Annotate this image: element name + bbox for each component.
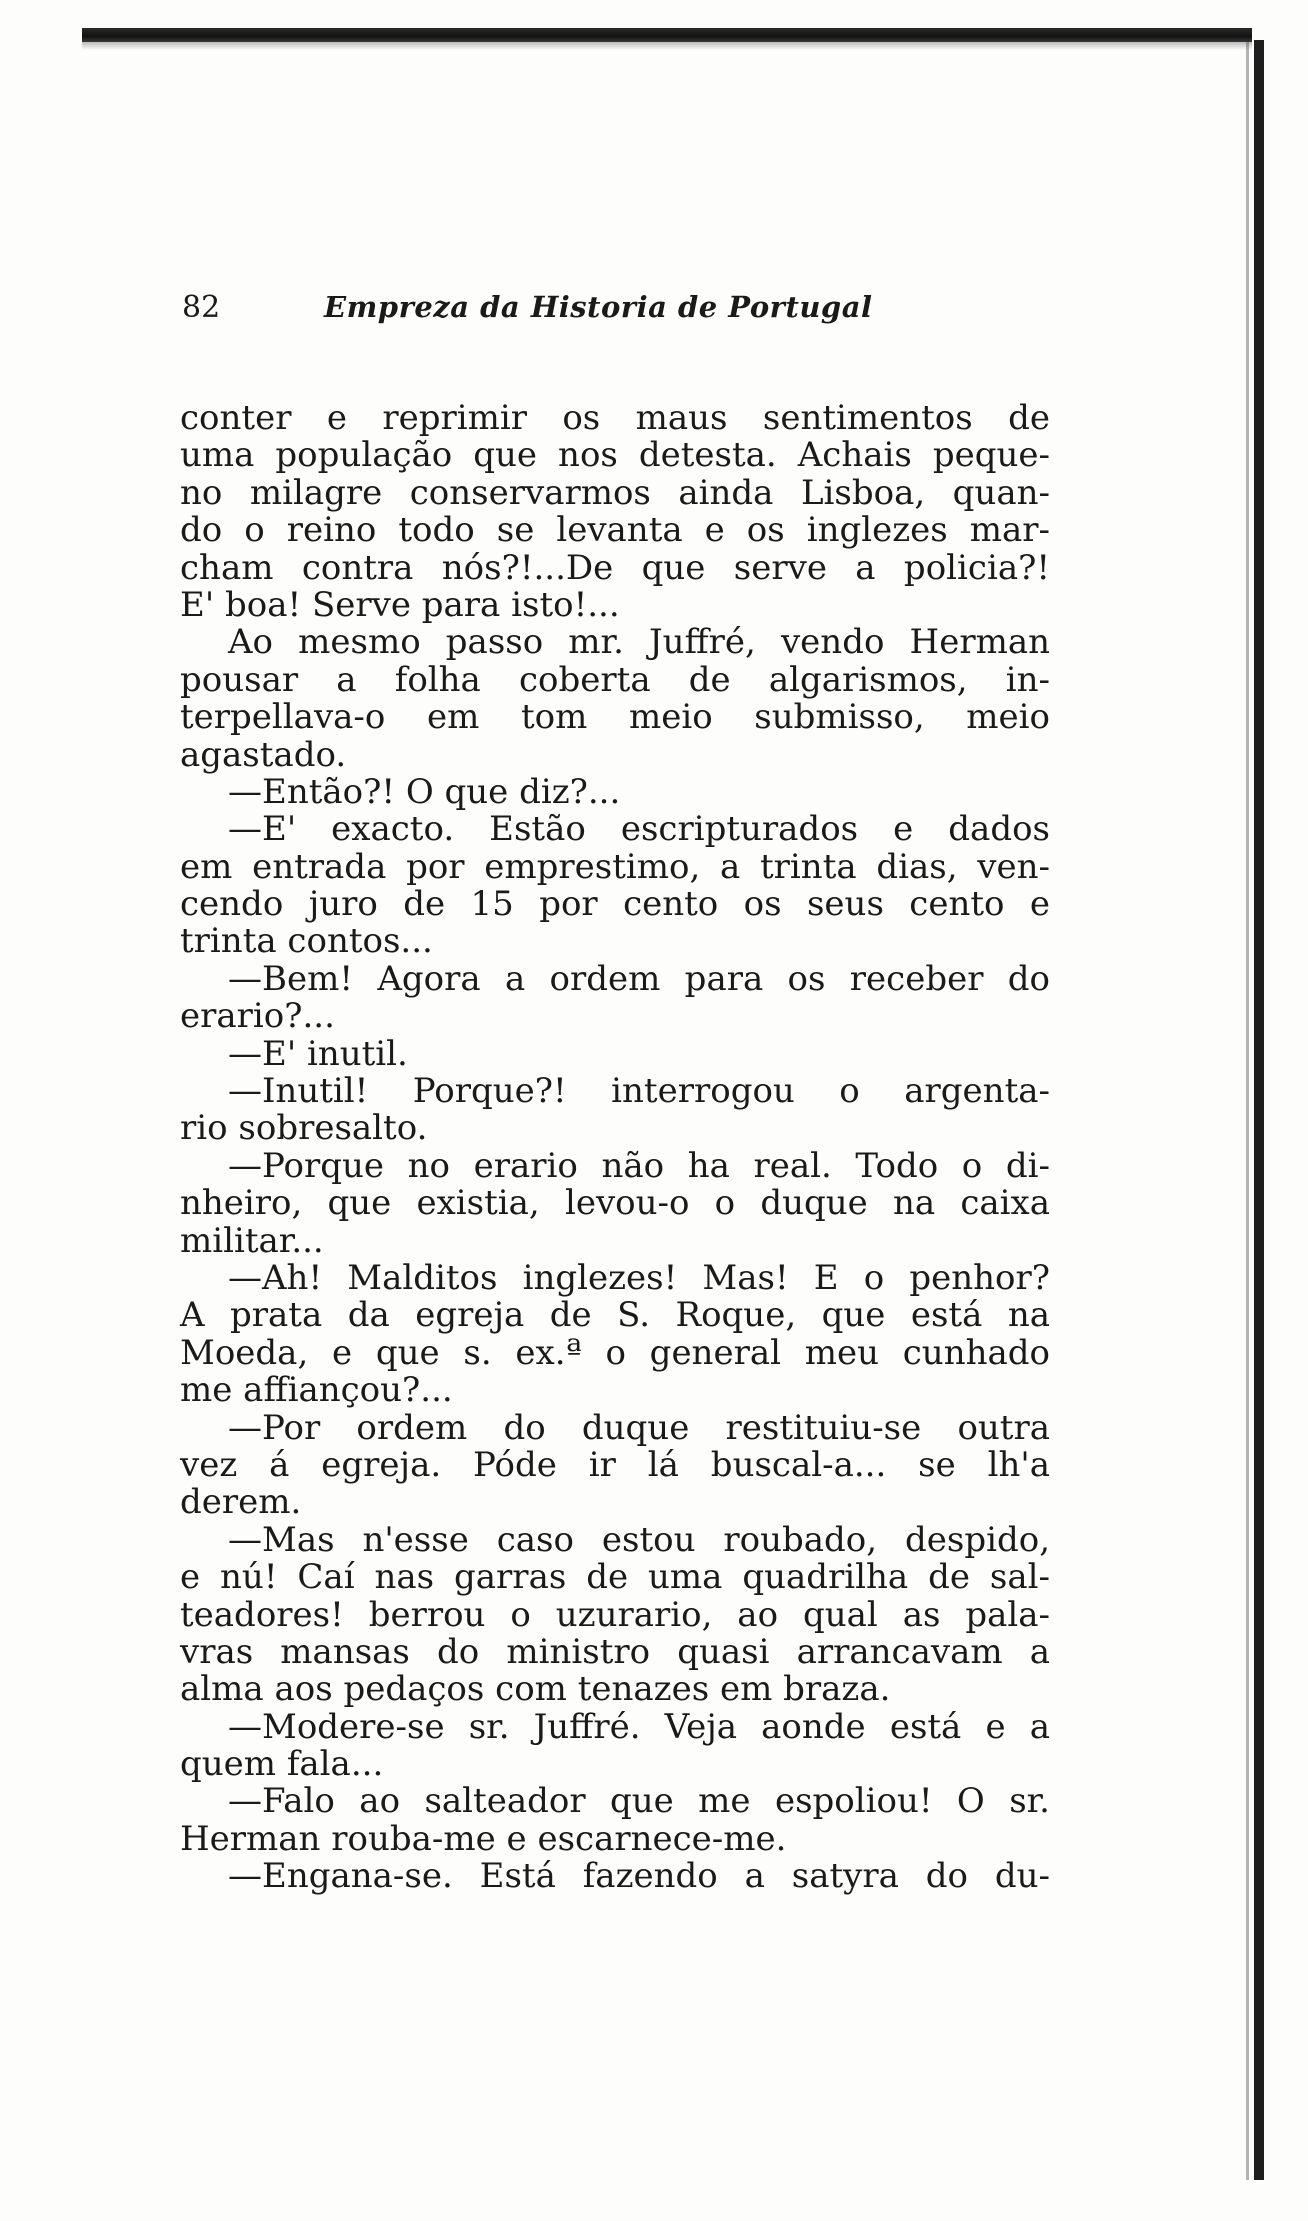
text-line: E' boa! Serve para isto!... <box>180 584 620 625</box>
text-line: —Então?! O que diz?... <box>228 771 621 812</box>
text-line: do o reino todo se levanta e os inglezes mar- <box>180 510 1050 551</box>
text-line: A prata da egreja de S. Roque, que está na <box>180 1295 1050 1336</box>
text-line: Ao mesmo passo mr. Juffré, vendo Herman <box>228 622 1050 663</box>
text-line: teadores! berrou o uzurario, ao qual as pala- <box>180 1594 1050 1635</box>
text-line: Moeda, e que s. ex.ª o general meu cunhado <box>180 1332 1050 1373</box>
text-line: —Porque no erario não ha real. Todo o di- <box>228 1145 1050 1186</box>
text-line: vras mansas do ministro quasi arrancavam a <box>180 1631 1050 1672</box>
running-head: Empreza da Historia de Portugal <box>324 290 873 324</box>
text-line: —Bem! Agora a ordem para os receber do <box>228 958 1050 999</box>
text-line: —Modere-se sr. Juffré. Veja aonde está e a <box>228 1706 1050 1747</box>
text-line: —E' exacto. Estão escripturados e dados <box>228 809 1050 850</box>
text-line: —Mas n'esse caso estou roubado, despido, <box>228 1519 1050 1560</box>
text-line: —Por ordem do duque restituiu-se outra <box>228 1407 1050 1448</box>
text-line: —Ah! Malditos inglezes! Mas! E o penhor? <box>228 1257 1050 1298</box>
text-line: conter e reprimir os maus sentimentos de <box>180 398 1050 438</box>
text-line: cham contra nós?!...De que serve a policia?! <box>180 547 1050 588</box>
text-line: trinta contos... <box>180 921 433 962</box>
right-page-edge-shadow <box>1246 40 1249 2180</box>
text-line: —E' inutil. <box>228 1033 408 1074</box>
page-number: 82 <box>182 290 221 325</box>
text-line: uma população que nos detesta. Achais peque- <box>180 435 1050 476</box>
text-line: pousar a folha coberta de algarismos, in- <box>180 659 1050 700</box>
text-line: cendo juro de 15 por cento os seus cento e <box>180 884 1050 925</box>
text-line: erario?... <box>180 996 335 1037</box>
text-line: militar... <box>180 1220 324 1261</box>
top-border-rule <box>82 28 1252 42</box>
text-line: rio sobresalto. <box>180 1108 428 1149</box>
text-line: —Engana-se. Está fazendo a satyra do du- <box>228 1856 1050 1897</box>
text-line: vez á egreja. Póde ir lá buscal-a... se lh'a <box>180 1444 1050 1485</box>
right-page-edge <box>1254 40 1264 2180</box>
text-line: —Inutil! Porque?! interrogou o argenta- <box>228 1071 1050 1112</box>
text-line: me affiançou?... <box>180 1370 453 1411</box>
page-header <box>182 290 1042 340</box>
text-line: agastado. <box>180 734 347 775</box>
text-line: Herman rouba-me e escarnece-me. <box>180 1818 787 1859</box>
top-border-shadow <box>82 42 1252 50</box>
text-line: —Falo ao salteador que me espoliou! O sr. <box>228 1781 1050 1822</box>
text-line: nheiro, que existia, levou-o o duque na caixa <box>180 1183 1050 1224</box>
text-line: derem. <box>180 1482 302 1523</box>
text-line: terpellava-o em tom meio submisso, meio <box>180 697 1050 738</box>
text-line: em entrada por emprestimo, a trinta dias, ven- <box>180 846 1050 887</box>
text-line: e nú! Caí nas garras de uma quadrilha de sal- <box>180 1557 1050 1598</box>
body-text <box>180 400 1050 1896</box>
text-line: quem fala... <box>180 1744 384 1785</box>
text-line: alma aos pedaços com tenazes em braza. <box>180 1669 891 1710</box>
text-line: no milagre conservarmos ainda Lisboa, quan- <box>180 472 1050 513</box>
